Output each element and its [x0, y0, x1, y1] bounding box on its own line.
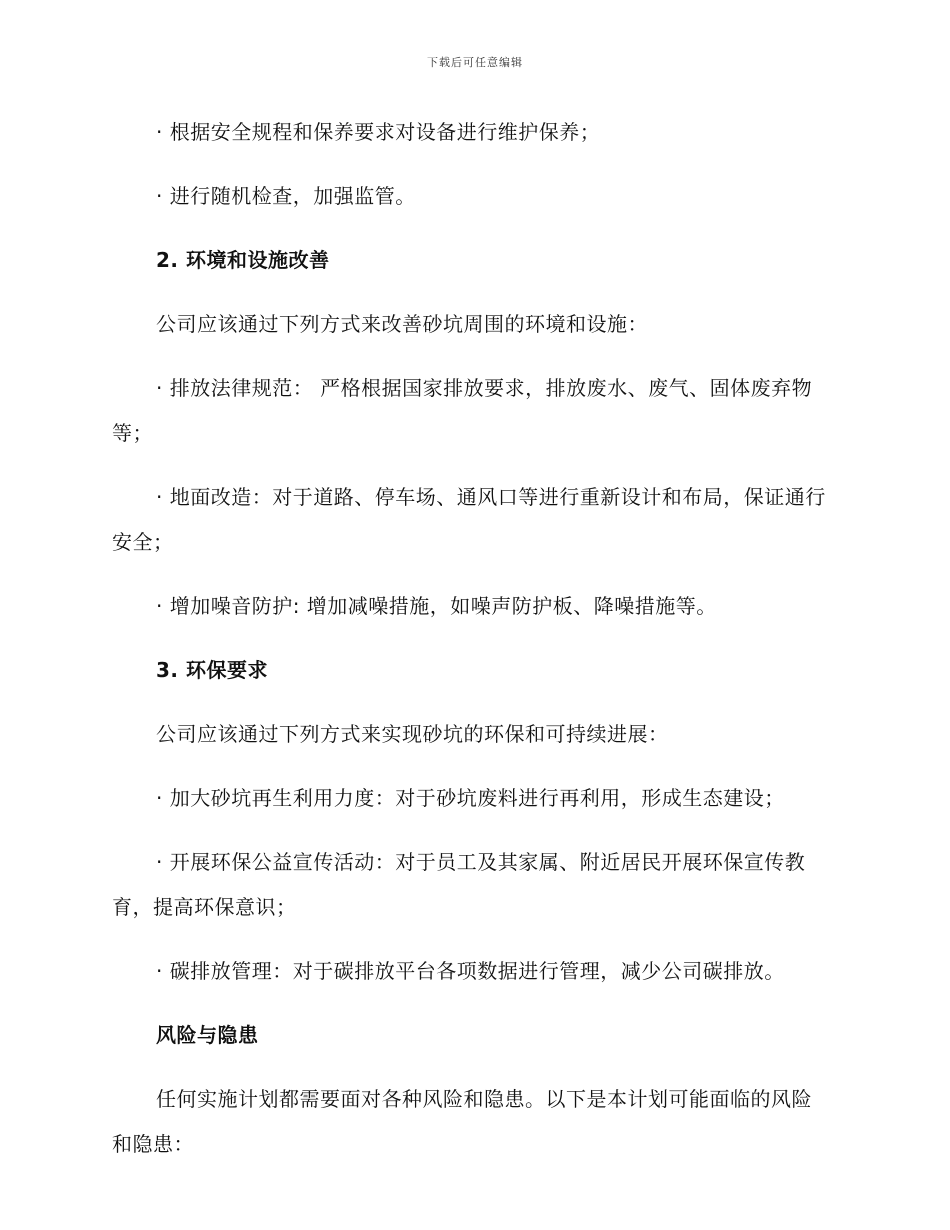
intro-risks: 任何实施计划都需要面对各种风险和隐患。以下是本计划可能面临的风险和隐患：: [112, 1087, 812, 1156]
section-heading-eco: 3. 环保要求: [156, 658, 268, 682]
section-heading-risks: 风险与隐患: [156, 1023, 259, 1047]
section-heading-environment: 2. 环境和设施改善: [156, 248, 330, 272]
bullet-maintenance: · 根据安全规程和保养要求对设备进行维护保养；: [156, 120, 601, 144]
page-header: 下载后可任意编辑: [427, 56, 523, 69]
bullet-inspection: · 进行随机检查，加强监管。: [156, 184, 416, 208]
bullet-recycling: · 加大砂坑再生利用力度：对于砂坑废料进行再利用，形成生态建设；: [156, 786, 785, 810]
bullet-ground-renovation: · 地面改造：对于道路、停车场、通风口等进行重新设计和布局，保证通行安全；: [112, 485, 826, 554]
bullet-emission-regulation: · 排放法律规范： 严格根据国家排放要求，排放废水、废气、固体废弃物等；: [112, 376, 813, 445]
document-body: [112, 110, 832, 1186]
bullet-eco-campaign: · 开展环保公益宣传活动：对于员工及其家属、附近居民开展环保宣传教育，提高环保意识；: [112, 850, 806, 919]
intro-environment: 公司应该通过下列方式来改善砂坑周围的环境和设施：: [156, 312, 648, 336]
intro-eco: 公司应该通过下列方式来实现砂坑的环保和可持续进展：: [156, 722, 669, 746]
bullet-noise-protection: · 增加噪音防护: 增加减噪措施，如噪声防护板、降噪措施等。: [156, 594, 717, 618]
bullet-carbon-management: · 碳排放管理：对于碳排放平台各项数据进行管理，减少公司碳排放。: [156, 959, 785, 983]
